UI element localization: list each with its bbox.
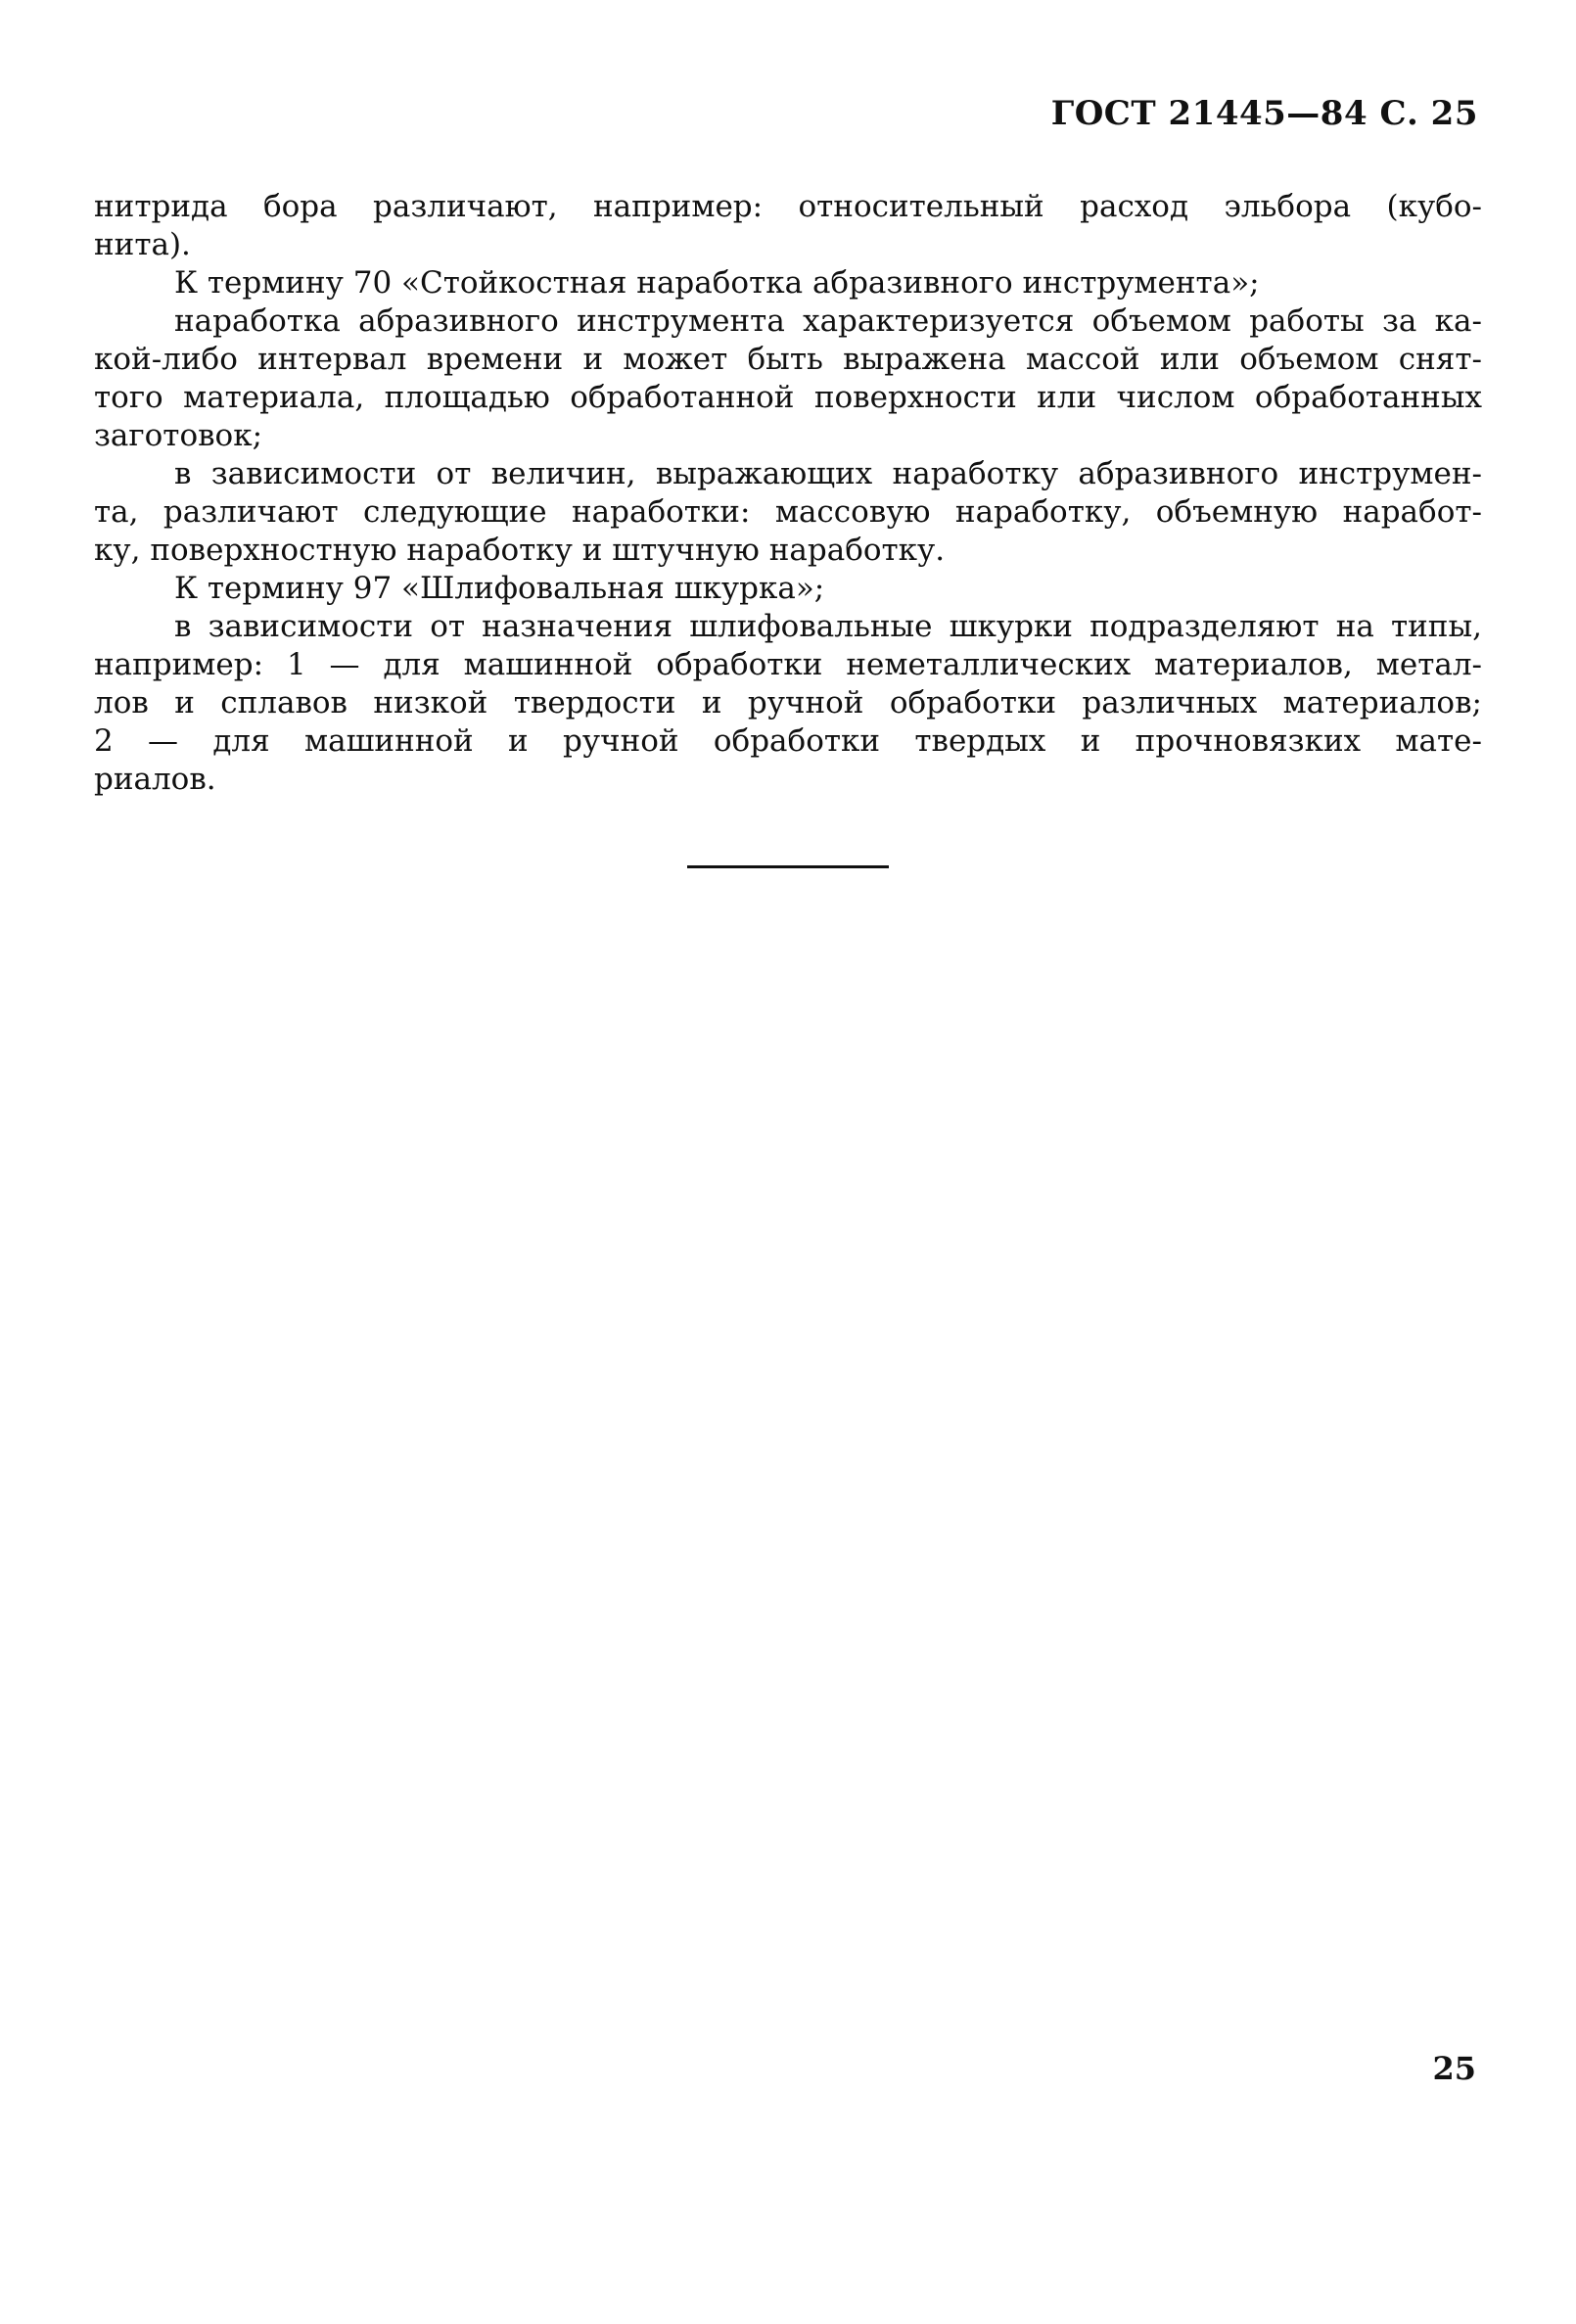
text-line: риалов.: [94, 762, 216, 797]
text-line: например: 1 — для машинной обработки неметаллических материалов, метал-: [94, 647, 1482, 682]
text-line: в зависимости от величин, выражающих наработку абразивного инструмен-: [174, 456, 1482, 491]
text-line: заготовок;: [94, 418, 263, 453]
end-rule: [687, 865, 889, 868]
text-line: та, различают следующие наработки: массовую наработку, объемную наработ-: [94, 494, 1482, 530]
text-line: нитрида бора различают, например: относительный расход эльбора (кубо-: [94, 189, 1482, 224]
text-line: нита).: [94, 227, 191, 262]
text-line: в зависимости от назначения шлифовальные шкурки подразделяют на типы,: [174, 609, 1482, 644]
page-number: 25: [1432, 2050, 1476, 2087]
text-line: наработка абразивного инструмента характеризуется объемом работы за ка-: [174, 303, 1482, 339]
text-line: 2 — для машинной и ручной обработки твердых и прочновязких мате-: [94, 723, 1482, 759]
text-line: К термину 97 «Шлифовальная шкурка»;: [174, 571, 825, 606]
text-line: лов и сплавов низкой твердости и ручной обработки различных материалов;: [94, 685, 1482, 720]
text-line: кой-либо интервал времени и может быть выражена массой или объемом снят-: [94, 342, 1482, 377]
body-text: [94, 188, 1482, 799]
running-header: ГОСТ 21445—84 С. 25: [1050, 94, 1478, 133]
text-line: ку, поверхностную наработку и штучную наработку.: [94, 533, 946, 568]
text-line: К термину 70 «Стойкостная наработка абразивного инструмента»;: [174, 265, 1260, 301]
text-line: того материала, площадью обработанной поверхности или числом обработанных: [94, 380, 1482, 415]
